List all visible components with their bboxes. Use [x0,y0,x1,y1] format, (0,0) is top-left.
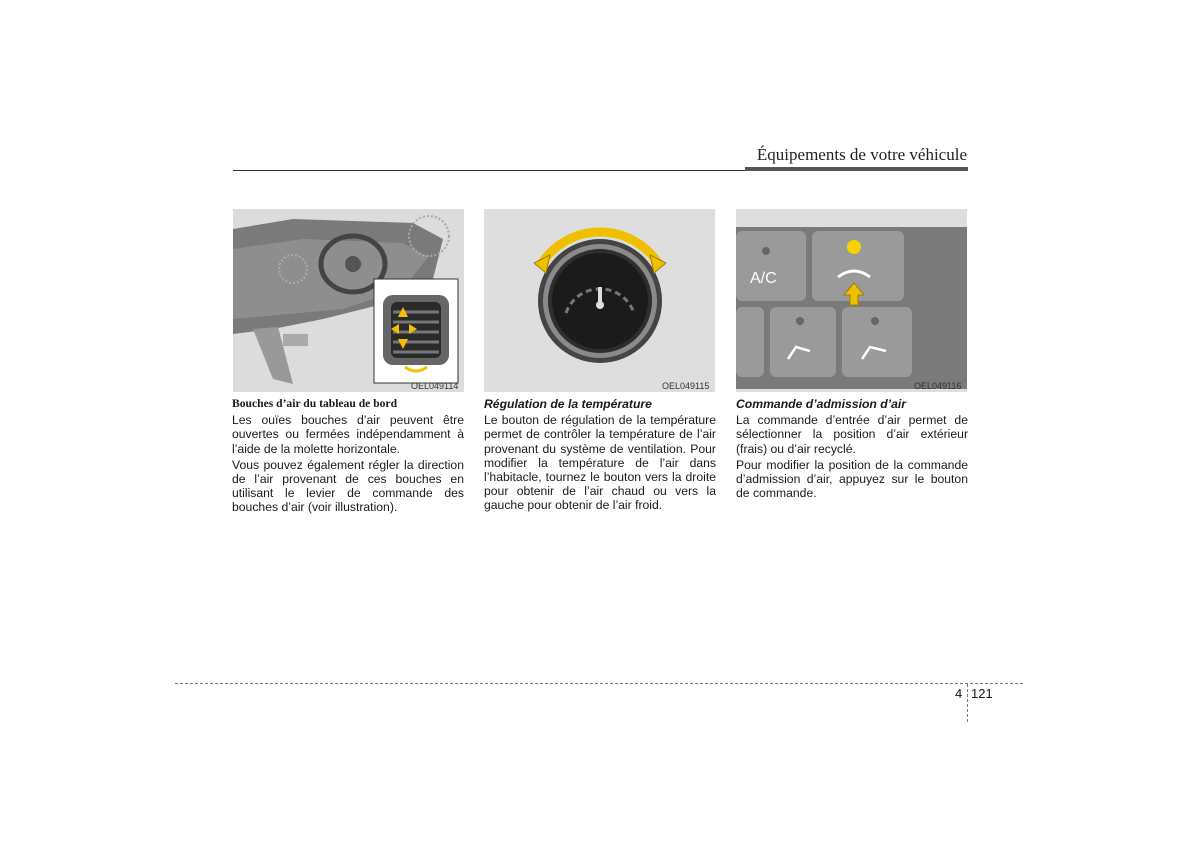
paragraph: Les ouïes bouches d’air peuvent être ouvertes ou fermées indépendamment à l’aide de la molette horizontale. [232,413,464,456]
section-title: Équipements de votre véhicule [756,145,967,164]
paragraph: Pour modifier la position de la commande d’admission d’air, appuyez sur le bouton de commande. [736,457,968,501]
header-rule [233,170,745,171]
chapter-number: 4 [955,686,963,701]
paragraph: La commande d’entrée d’air permet de sélectionner la position d’air extérieur (frais) ou d’air recyclé. [736,413,968,456]
section-heading: Bouches d’air du tableau de bord [232,397,398,410]
page-number: 121 [971,686,993,701]
section-heading: Régulation de la température [484,397,652,411]
figure-code: OEL049115 [662,381,710,391]
footer-divider [967,684,968,722]
column-temperature [484,397,716,515]
paragraph: Le bouton de régulation de la température permet de contrôler la température de l’air provenant du système de ventilation. Pour modifier la température de l’air dans l’habitacle, tournez le bouton vers la droite pour obtenir de l’air chaud ou vers la gauche pour obtenir de l’air froid. [484,413,716,513]
figure-code: OEL049116 [914,381,962,391]
figure-dashboard-vents [233,209,464,392]
column-air-intake [736,397,968,502]
ac-button-label: A/C [750,270,777,287]
section-heading: Commande d’admission d’air [736,397,906,411]
figure-air-intake-panel [736,209,967,392]
header-rule-accent [745,167,968,171]
figure-code: OEL049114 [411,381,459,391]
figure-temperature-knob [484,209,715,392]
footer-rule [175,683,1023,684]
paragraph: Vous pouvez également régler la direction de l’air provenant de ces bouches en utilisant le levier de commande des bouches d’air (voir illustration). [232,457,464,515]
column-air-vents [232,397,464,517]
